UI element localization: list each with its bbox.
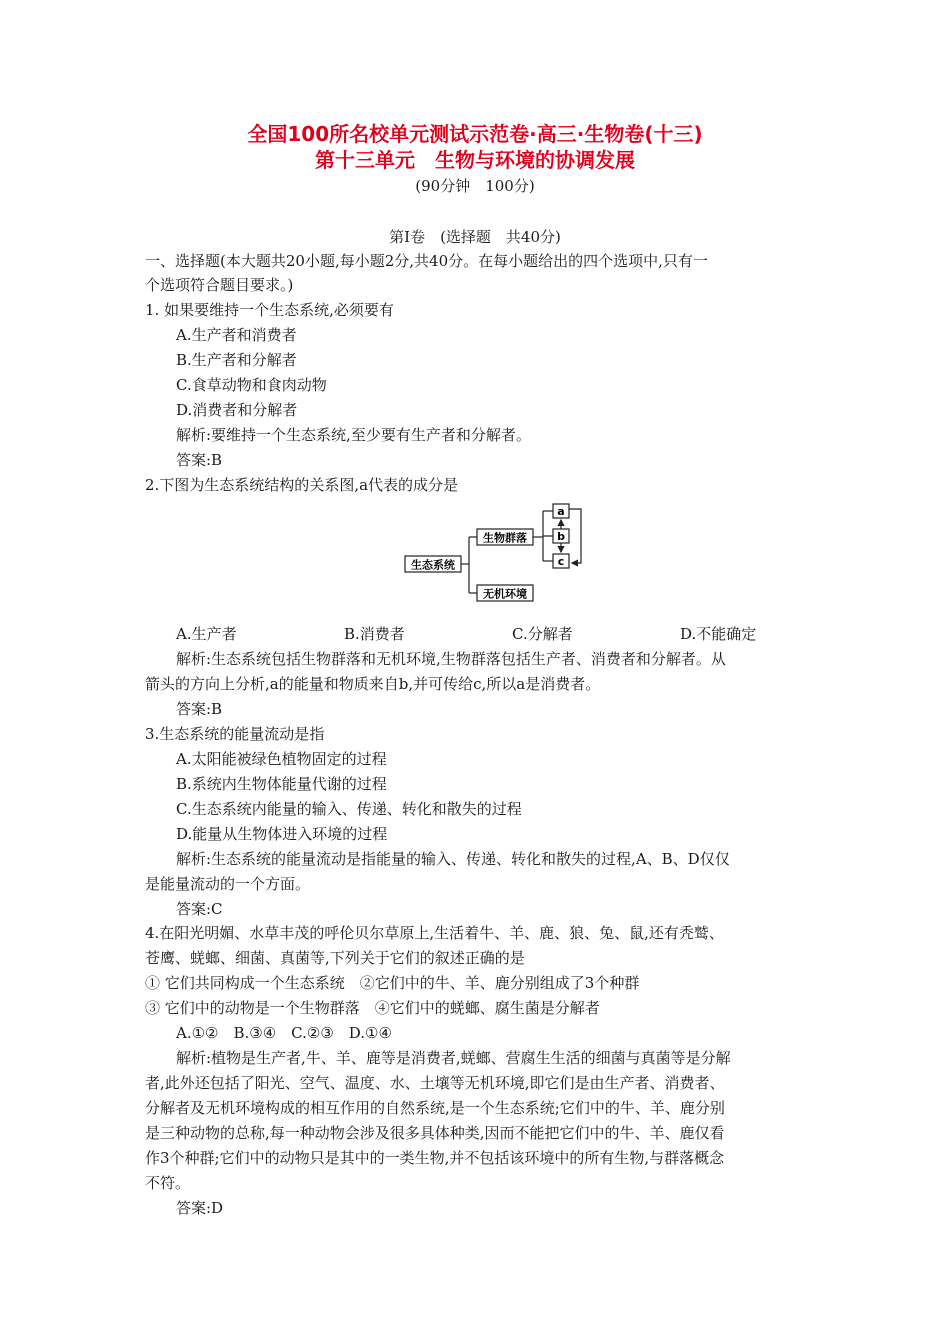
question-4-analysis: 是三种动物的总称,每一种动物会涉及很多具体种类,因而不能把它们中的牛、羊、鹿仅看 [145, 1124, 725, 1142]
paper-title: 全国100所名校单元测试示范卷·高三·生物卷(十三) [247, 122, 703, 146]
section-title: 第Ⅰ卷 (选择题 共40分) [389, 228, 561, 246]
question-4-analysis: 不符。 [145, 1174, 191, 1192]
component-b-label: b [557, 530, 565, 543]
component-a-label: a [557, 505, 565, 518]
ecosystem-label: 生态系统 [411, 558, 455, 572]
ecosystem-structure-diagram [395, 497, 605, 605]
question-3-stem: 3.生态系统的能量流动是指 [145, 725, 325, 743]
community-label: 生物群落 [483, 531, 527, 545]
abiotic-label: 无机环境 [483, 587, 527, 601]
question-1-answer: 答案:B [176, 451, 223, 469]
arrow-a-to-c [569, 509, 581, 563]
section-instruction: 个选项符合题目要求。) [145, 276, 294, 294]
question-2-option-c: C.分解者 [512, 625, 573, 643]
question-2-analysis: 解析:生态系统包括生物群落和无机环境,生物群落包括生产者、消费者和分解者。从 [176, 650, 726, 668]
question-2-option-a: A.生产者 [176, 625, 237, 643]
question-4-stem: 苍鹰、蜣螂、细菌、真菌等,下列关于它们的叙述正确的是 [145, 949, 525, 967]
component-c-label: c [557, 555, 565, 568]
question-3-analysis: 解析:生态系统的能量流动是指能量的输入、传递、转化和散失的过程,A、B、D仅仅 [176, 850, 730, 868]
question-2-option-d: D.不能确定 [680, 625, 757, 643]
question-4-analysis: 作3个种群;它们中的动物只是其中的一类生物,并不包括该环境中的所有生物,与群落概念 [145, 1149, 725, 1167]
question-4-options: A.①② B.③④ C.②③ D.①④ [176, 1024, 392, 1042]
question-4-analysis: 分解者及无机环境构成的相互作用的自然系统,是一个生态系统;它们中的牛、羊、鹿分别 [145, 1099, 725, 1117]
question-1-analysis: 解析:要维持一个生态系统,至少要有生产者和分解者。 [176, 426, 531, 444]
question-2-option-b: B.消费者 [344, 625, 405, 643]
question-2-analysis: 箭头的方向上分析,a的能量和物质来自b,并可传给c,所以a是消费者。 [145, 675, 601, 693]
question-4-analysis: 解析:植物是生产者,牛、羊、鹿等是消费者,蜣螂、营腐生生活的细菌与真菌等是分解 [176, 1049, 731, 1067]
question-1-option-a: A.生产者和消费者 [176, 326, 297, 344]
question-4-answer: 答案:D [176, 1199, 224, 1217]
time-score: (90分钟 100分) [415, 177, 535, 195]
question-3-option-b: B.系统内生物体能量代谢的过程 [176, 775, 387, 793]
question-3-option-a: A.太阳能被绿色植物固定的过程 [176, 750, 387, 768]
question-3-analysis: 是能量流动的一个方面。 [145, 875, 311, 893]
question-4-analysis: 者,此外还包括了阳光、空气、温度、水、土壤等无机环境,即它们是由生产者、消费者、 [145, 1074, 725, 1092]
question-1-option-b: B.生产者和分解者 [176, 351, 297, 369]
question-3-option-d: D.能量从生物体进入环境的过程 [176, 825, 388, 843]
unit-title: 第十三单元 生物与环境的协调发展 [315, 148, 635, 172]
question-1-stem: 1. 如果要维持一个生态系统,必须要有 [145, 301, 394, 319]
question-4-statement: ③ 它们中的动物是一个生物群落 ④它们中的蜣螂、腐生菌是分解者 [145, 999, 600, 1017]
question-1-option-c: C.食草动物和食肉动物 [176, 376, 327, 394]
question-4-stem: 4.在阳光明媚、水草丰茂的呼伦贝尔草原上,生活着牛、羊、鹿、狼、兔、鼠,还有秃鹫、 [145, 924, 724, 942]
question-3-answer: 答案:C [176, 900, 223, 918]
question-1-option-d: D.消费者和分解者 [176, 401, 298, 419]
question-2-answer: 答案:B [176, 700, 223, 718]
section-instruction: 一、选择题(本大题共20小题,每小题2分,共40分。在每小题给出的四个选项中,只有一 [145, 252, 708, 270]
question-3-option-c: C.生态系统内能量的输入、传递、转化和散失的过程 [176, 800, 522, 818]
question-2-stem: 2.下图为生态系统结构的关系图,a代表的成分是 [145, 476, 459, 494]
question-4-statement: ① 它们共同构成一个生态系统 ②它们中的牛、羊、鹿分别组成了3个种群 [145, 974, 640, 992]
